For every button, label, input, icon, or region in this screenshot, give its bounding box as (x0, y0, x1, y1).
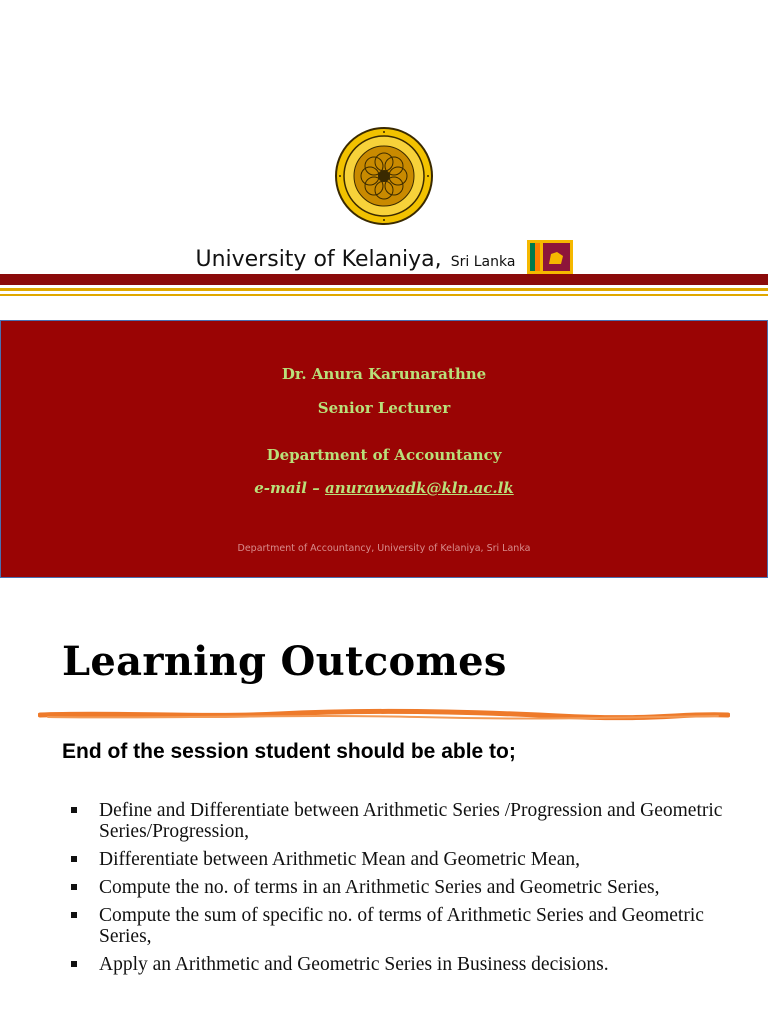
lecturer-title: Senior Lecturer (317, 399, 451, 417)
university-heading (0, 240, 768, 274)
university-name: University of Kelaniya, (195, 247, 442, 272)
email-link[interactable]: anurawvadk@kln.ac.lk (324, 479, 514, 497)
orange-brush-divider (38, 708, 730, 722)
lecturer-name: Dr. Anura Karunarathne (281, 365, 487, 383)
email-label: e-mail – (254, 479, 320, 497)
learning-outcomes-slide (0, 578, 768, 1024)
country-name: Sri Lanka (450, 254, 516, 270)
session-subheading: End of the session student should be able to; (62, 740, 516, 763)
list-item: Compute the no. of terms in an Arithmetic Series and Geometric Series, (70, 877, 760, 898)
header-gold-stripe (0, 288, 768, 291)
university-seal-icon (334, 126, 434, 226)
header-red-stripe (0, 274, 768, 285)
email-line (1, 479, 767, 497)
lecturer-info-panel (0, 320, 768, 578)
list-item: Define and Differentiate between Arithmetic Series /Progression and Geometric Series/Progression, (70, 800, 760, 842)
list-item: Apply an Arithmetic and Geometric Series in Business decisions. (70, 954, 760, 975)
list-item: Compute the sum of specific no. of terms of Arithmetic Series and Geometric Series, (70, 905, 760, 947)
slide-footer: Department of Accountancy, University of Kelaniya, Sri Lanka (237, 543, 531, 554)
sri-lanka-flag-icon (527, 240, 573, 274)
header-gold-stripe-thin (0, 294, 768, 296)
list-item: Differentiate between Arithmetic Mean and Geometric Mean, (70, 849, 760, 870)
department-name: Department of Accountancy (266, 446, 502, 464)
slide-title: Learning Outcomes (62, 638, 507, 685)
outcomes-list (70, 800, 760, 982)
